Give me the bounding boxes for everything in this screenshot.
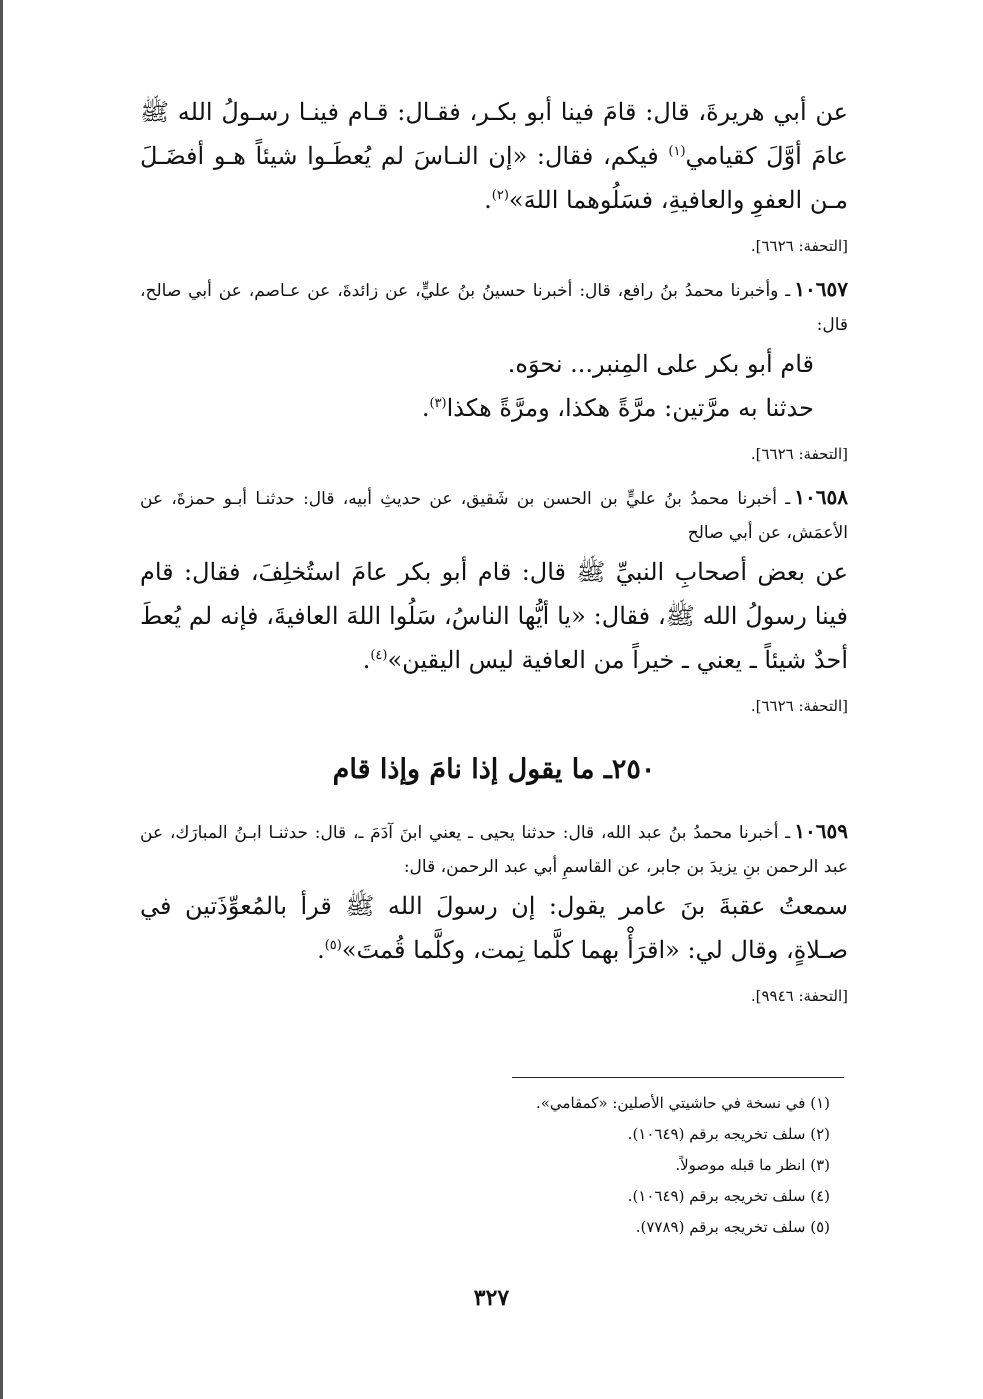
footnotes-list <box>400 1088 830 1243</box>
isnad-text: ـ أخبرنا محمدُ بنُ عليٍّ بن الحسن بن شَقيق، عن حديثِ أبيه، قال: حدثنـا أبـو حمزةَ، عن الأعمَش، عن أبي صالح <box>140 489 848 543</box>
chapter-heading: ٢٥٠ـ ما يقول إذا نامَ وإذا قام <box>332 754 656 785</box>
hadith-10659-isnad <box>140 814 848 884</box>
hadith-text: عن بعض أصحابِ النبيِّ ﷺ قال: قام أبو بكر عامَ استُخلِفَ، فقال: قام فينا رسولُ الله ﷺ، فقال: «يا أيُّها الناسُ، سَلُوا اللهَ العافيةَ، فإنه لم يُعطَ أحدٌ شيئاً ـ يعني ـ خيراً من العافية ليس اليقين» <box>140 558 848 674</box>
hadith-10657-line2 <box>140 386 848 430</box>
hadith-10656-continuation <box>140 90 848 222</box>
page-body <box>140 90 848 1022</box>
tuhfa-reference: [التحفة: ٩٩٤٦]. <box>750 987 848 1005</box>
hadith-10657-line1: قام أبو بكر على المِنبر... نحوَه. <box>507 350 814 378</box>
isnad-text: ـ أخبرنا محمدُ بنُ عبد الله، قال: حدثنا يحيى ـ يعني ابنَ آدَمَ ـ، قال: حدثنـا ابـنُ المبارَك، عن عبد الرحمن بنِ يزيدَ بن جابر، عن القاسمِ أبي عبد الرحمن، قال: <box>140 823 848 877</box>
footnote-ref-3: (٣) <box>429 396 447 411</box>
footnote-ref-4: (٤) <box>370 648 388 663</box>
isnad-text: ـ وأخبرنا محمدُ بنُ رافع، قال: أخبرنا حسينُ بنُ عليٍّ، عن زائدةَ، عن عـاصم، عن أبي صالح، قال: <box>140 281 848 335</box>
page-edge-rule <box>0 0 3 1399</box>
tuhfa-reference: [التحفة: ٦٦٢٦]. <box>750 237 848 255</box>
hadith-text: حدثنا به مرَّتين: مرَّةً هكذا، ومرَّةً هكذا <box>446 394 814 422</box>
tuhfa-reference: [التحفة: ٦٦٢٦]. <box>750 445 848 463</box>
hadith-number: ١٠٦٥٨ <box>794 485 848 509</box>
hadith-10658-matn <box>140 550 848 682</box>
footnote-item: (٢) سلف تخريجه برقم (١٠٦٤٩). <box>627 1125 830 1143</box>
hadith-10658-isnad <box>140 480 848 550</box>
footnote-separator <box>512 1077 844 1078</box>
hadith-10659-matn <box>140 884 848 972</box>
footnote-ref-2: (٢) <box>491 188 509 203</box>
hadith-text: عن أبي هريرةَ، قال: قامَ فينا أبو بكـر، فقـال: قـام فينـا رسـولُ الله ﷺ عامَ أوَّلَ كقيامي <box>140 98 848 170</box>
footnote-ref-5: (٥) <box>324 938 342 953</box>
punctuation: . <box>362 646 371 674</box>
tuhfa-reference: [التحفة: ٦٦٢٦]. <box>750 697 848 715</box>
punctuation: . <box>317 936 325 964</box>
footnote-item: (١) في نسخة في حاشيتي الأصلين: «كمقامي». <box>535 1094 830 1112</box>
punctuation: . <box>421 394 430 422</box>
footnote-item: (٥) سلف تخريجه برقم (٧٧٨٩). <box>635 1218 830 1236</box>
hadith-number: ١٠٦٥٩ <box>794 819 848 843</box>
hadith-number: ١٠٦٥٧ <box>794 277 848 301</box>
footnote-ref-1: (١) <box>668 144 686 159</box>
punctuation: . <box>484 186 492 214</box>
hadith-text: سمعتُ عقبةَ بنَ عامر يقول: إن رسولَ الله ﷺ قرأ بالمُعوِّذَتين في صـلاةٍ، وقال لي: «اقرَأْ بهما كلَّما نِمت، وكلَّما قُمتَ» <box>140 892 848 964</box>
footnote-item: (٤) سلف تخريجه برقم (١٠٦٤٩). <box>627 1187 830 1205</box>
page-number: ٣٢٧ <box>473 1285 510 1311</box>
hadith-10657-isnad <box>140 272 848 342</box>
footnote-item: (٣) انظر ما قبله موصولاً. <box>675 1156 830 1174</box>
hadith-text: فيكم، فقال: «إن النـاسَ لم يُعطَـوا شيئاً هـو أفضَـلَ مـن العفوِ والعافيةِ، فسَلُوهما اللهَ» <box>140 142 848 214</box>
